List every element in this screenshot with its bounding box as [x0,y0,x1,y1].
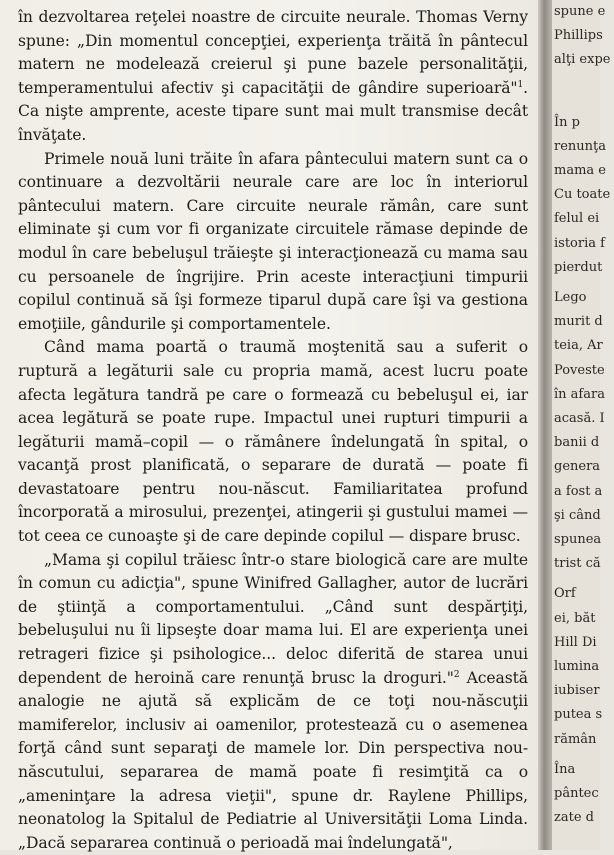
adjacent-page-fragment: felul ei [554,211,600,227]
paragraph [18,549,528,855]
paragraph-text: Această analogie ne ajută să explicăm de ce toţi nou-născuţii mamiferelor, inclusiv ai oamenilor, protestează cu o asemenea forţă când sunt separaţi de mamele lor. Din perspectiva nou-născutului, separarea de mamă poate fi resimţită ca o „ameninţare la adresa vieţii", spune dr. Raylene Phillips, neonatolog la Spitalul de Pediatrie al Universităţii Loma Linda. „Dacă separarea continuă o perioadă mai îndelungată", [18,668,528,852]
adjacent-page-fragment: Hill Di [554,634,597,650]
paragraph [18,336,528,548]
adjacent-page-fragment: Îna [554,761,576,777]
paragraph-text: în dezvoltarea reţelei noastre de circuite neurale. Thomas Verny spune: „Din momentul concepţiei, experienţa trăită în pântecul matern ne modelează creierul şi pune bazele personalităţii, temperamentului afectiv şi capacităţii de gândire superioară" [18,8,528,97]
adjacent-page-fragment: Cu toate [554,187,611,203]
adjacent-page-fragment: ei, băt [554,610,596,626]
adjacent-page-fragment: iubiser [554,683,600,699]
adjacent-page-fragment: banii d [554,435,600,451]
adjacent-page-fragment: rămân [554,731,597,747]
adjacent-page-fragment: a fost a [554,483,603,499]
adjacent-page-fragment: Poveste [554,362,605,378]
adjacent-page-fragment: teia, Ar [554,338,603,354]
paragraph [18,148,528,337]
adjacent-page-fragment: murit d [554,314,603,330]
adjacent-page-fragment: istoria f [554,235,605,251]
adjacent-page-fragment: trist că [554,556,601,572]
paragraph-text: Primele nouă luni trăite în afara pântecului matern sunt ca o continuare a dezvoltării neurale care are loc în interiorul pântecului matern. Care circuite neurale rămân, care sunt eliminate şi cum vor fi organizate circuitele rămase depinde de modul în care bebeluşul trăieşte şi interacţionează cu mama sau cu persoanele de îngrijire. Prin aceste interacţiuni timpurii copilul continuă să îşi formeze tiparul după care îşi va gestiona emoţiile, gândurile şi comportamentele. [18,149,528,333]
adjacent-page-fragment: alţi expe [554,52,611,68]
paragraph-text: . Ca nişte amprente, aceste tipare sunt mai mult transmise decât învăţate. [18,78,528,144]
adjacent-page-fragment: putea s [554,707,603,723]
body-text [18,6,528,855]
adjacent-page-fragment: spune e [554,4,606,19]
book-gutter [538,0,552,850]
adjacent-page-fragment: acasă. I [554,411,605,426]
footnote-marker: 1 [517,79,524,90]
adjacent-page-fragment: mama e [554,163,606,178]
paragraph-text: „Mama şi copilul trăiesc într-o stare biologică care are multe în comun cu adicţia", spune Winifred Gallagher, autor de lucrări de ştiinţă a comportamentului. „Când sunt despărţiţi, bebeluşului nu îi lipseşte doar mama lui. El are experienţa unei retrageri fizice şi psihologice... deloc diferită de starea unui dependent de heroină care renunţă brusc la droguri." [18,550,528,687]
adjacent-page-fragment: spunea [554,532,602,547]
footnote-marker: 2 [453,669,460,680]
adjacent-page-fragment: În p [554,114,580,130]
adjacent-page-fragment: renunţa [554,138,606,154]
adjacent-page-fragment: pierdut [554,259,603,275]
adjacent-page-fragment: genera [554,459,601,475]
adjacent-page-fragment: şi când [554,507,601,523]
adjacent-page-edge [552,0,611,850]
adjacent-page-fragment: lumina [554,659,600,674]
paragraph-text: Când mama poartă o traumă moştenită sau a suferit o ruptură a legăturii sale cu propria mamă, acest lucru poate afecta legătura tandră pe care o formează cu bebeluşul ei, iar acea legătură se poate rupe. Impactul unei rupturi timpurii a legăturii mamă–copil — o rămânere îndelungată în spital, o vacanţă prost planificată, o separare de durată — poate fi devastatoare pentru nou-născut. Familiaritatea profund încorporată a mirosului, prezenţei, atingerii şi gustului mamei — tot ceea ce cunoaşte şi de care depinde copilul — dispare brusc. [18,338,528,546]
adjacent-page-fragment: în afara [554,386,605,402]
adjacent-page-fragment: Orf [554,586,576,602]
paragraph [18,6,528,148]
adjacent-page-fragment: Lego [554,290,587,305]
adjacent-page-fragment: pântec [554,786,599,801]
adjacent-page-fragment: Phillips [554,28,603,44]
adjacent-page-fragment: zate d [554,810,594,826]
